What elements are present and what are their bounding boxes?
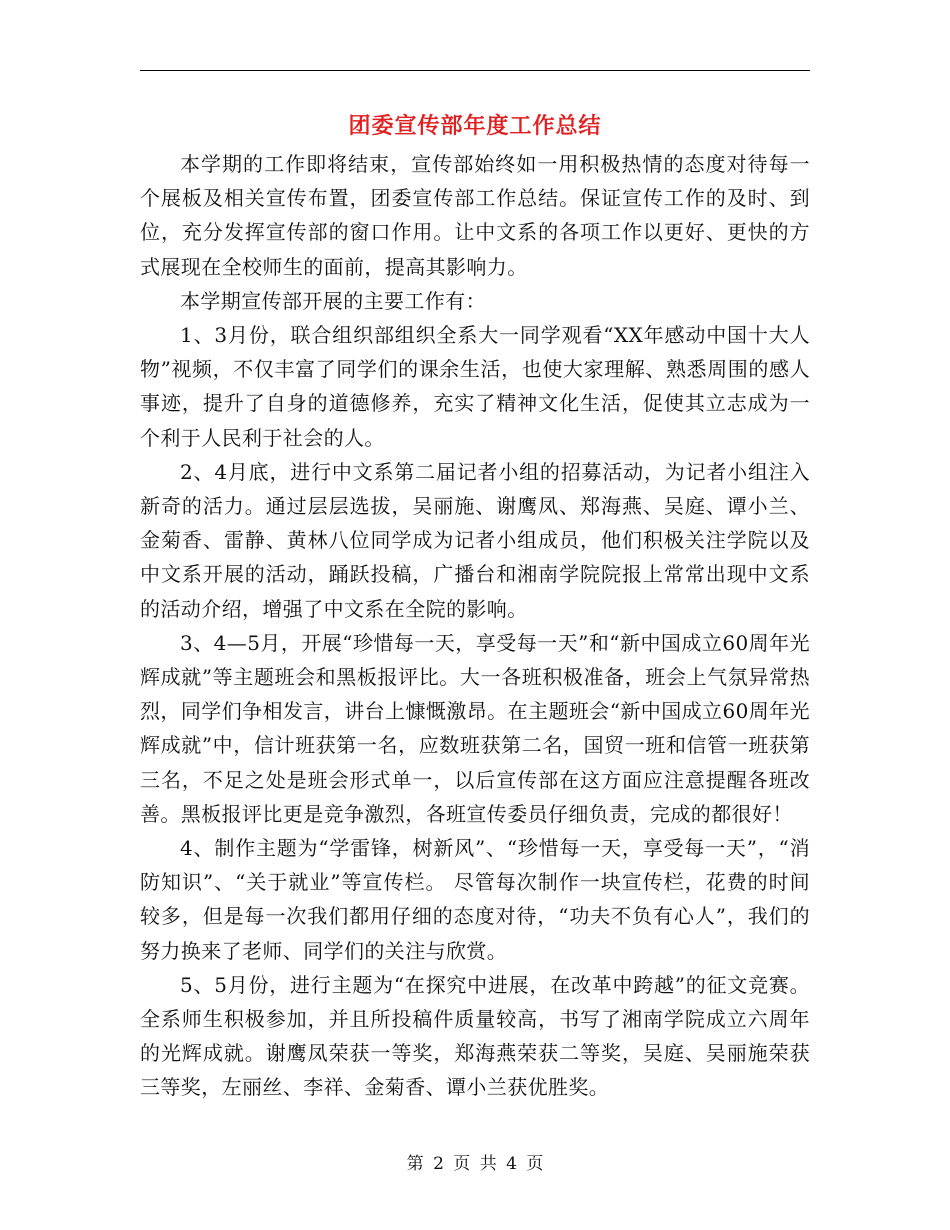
- footer-mid1: 页: [453, 1154, 471, 1174]
- paragraph-item-1: 1、3月份，联合组织部组织全系大一同学观看“XX年感动中国十大人物”视频，不仅丰富了同学们的课余生活，也使大家理解、熟悉周围的感人事迹，提升了自身的道德修养，充实了精神文化生活，促使其立志成为一个利于人民利于社会的人。: [140, 323, 810, 450]
- document-title: 团委宣传部年度工作总结: [348, 113, 602, 139]
- page-footer: [0, 1152, 950, 1176]
- paragraph-main-work: 本学期宣传部开展的主要工作有：: [180, 288, 486, 313]
- paragraph-item-4: 4、制作主题为“学雷锋，树新风”、“珍惜每一天，享受每一天”，“消防知识”、“关于就业”等宣传栏。 尽管每次制作一块宣传栏，花费的时间较多，但是每一次我们都用仔细的态度对待，“功夫不负有心人”，我们的努力换来了老师、同学们的关注与欣赏。: [140, 836, 810, 963]
- header-rule: [140, 70, 810, 71]
- footer-suffix: 页: [526, 1154, 544, 1174]
- paragraph-item-2: 2、4月底，进行中文系第二届记者小组的招募活动，为记者小组注入新奇的活力。通过层层选拔，吴丽施、谢鹰凤、郑海燕、吴庭、谭小兰、金菊香、雷静、黄林八位同学成为记者小组成员，他们积极关注学院以及中文系开展的活动，踊跃投稿，广播台和湘南学院院报上常常出现中文系的活动介绍，增强了中文系在全院的影响。: [140, 459, 810, 621]
- footer-total-pages: 4: [506, 1154, 517, 1174]
- paragraph-intro: 本学期的工作即将结束，宣传部始终如一用积极热情的态度对待每一个展板及相关宣传布置，团委宣传部工作总结。保证宣传工作的及时、到位，充分发挥宣传部的窗口作用。让中文系的各项工作以更好、更快的方式展现在全校师生的面前，提高其影响力。: [140, 152, 810, 279]
- paragraph-item-5: 5、5月份，进行主题为“在探究中进展，在改革中跨越”的征文竞赛。全系师生积极参加，并且所投稿件质量较高，书写了湘南学院成立六周年的光辉成就。谢鹰凤荣获一等奖，郑海燕荣获二等奖，吴庭、吴丽施荣获三等奖，左丽丝、李祥、金菊香、谭小兰获优胜奖。: [140, 972, 810, 1100]
- footer-prefix: 第: [406, 1154, 424, 1174]
- footer-current-page: 2: [433, 1154, 444, 1174]
- paragraph-item-3: 3、4—5月，开展“珍惜每一天，享受每一天”和“新中国成立60周年光辉成就”等主题班会和黑板报评比。大一各班积极准备，班会上气氛异常热烈，同学们争相发言，讲台上慷慨激昂。在主题班会“新中国成立60周年光辉成就”中，信计班获第一名，应数班获第二名，国贸一班和信管一班获第三名，不足之处是班会形式单一，以后宣传部在这方面应注意提醒各班改善。黑板报评比更是竞争激烈，各班宣传委员仔细负责，完成的都很好！: [140, 630, 810, 826]
- document-body: [140, 147, 810, 1105]
- footer-mid2: 共: [479, 1154, 497, 1174]
